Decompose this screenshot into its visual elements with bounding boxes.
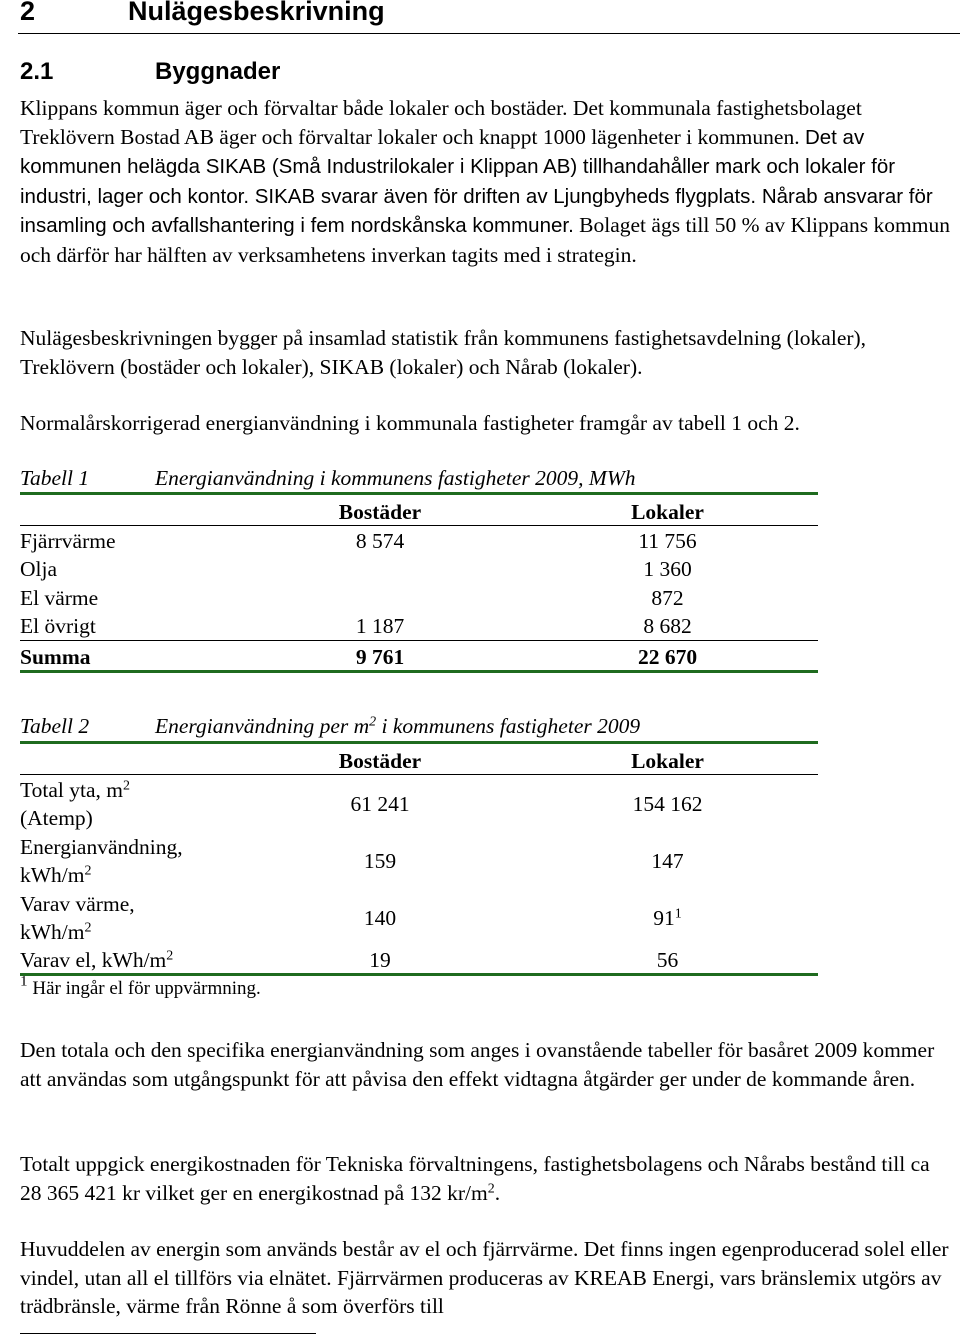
table1-row-label: El värme [20,586,99,610]
paragraph-part: Det av kommunen helägda SIKAB (Små Industrilokaler i Klippan AB) tillhandahåller mark och lokaler för industri, lager och kontor. SIKAB svarar även för driften av Ljungbyheds flygplats. Nårab ansvarar för insamling och avfallshantering i fem nordskånska kommuner. [20,125,933,237]
table1-cell: 8 574 [355,529,405,553]
row-label-text: Varav el, kWh/m [20,948,167,972]
table1-cell: 872 [651,586,684,610]
table2-row-label-2 [20,919,91,945]
table2-label: Tabell 2 [20,714,90,738]
table1-row-label: Olja [20,557,58,581]
chapter-title: Nulägesbeskrivning [128,0,385,26]
table1-cell: 1 187 [355,614,405,638]
table2-bottom-rule [20,973,818,976]
table2-cell: 56 [656,948,679,972]
table2-cell: 159 [363,849,397,873]
chapter-number: 2 [20,0,36,26]
paragraph-buildings [20,94,955,269]
row-label-sup: 2 [123,778,130,794]
table1-col-header: Bostäder [338,500,422,524]
table1-bottom-rule [20,670,818,673]
table1-cell: 1 360 [643,557,692,581]
table2-cell: 61 241 [350,792,410,816]
row-label-sup: 2 [84,920,92,936]
paragraph-statistics: Nulägesbeskrivningen bygger på insamlad statistik från kommunens fastighetsavdelning (lokaler), Treklövern (bostäder och lokaler), SIKAB (lokaler) och Nårab (lokaler). [20,326,867,379]
row-label-sup: 2 [84,863,92,879]
table1-label: Tabell 1 [20,466,90,490]
table1-cell: 8 682 [643,614,692,638]
table1-row-label: Fjärrvärme [20,529,116,553]
paragraph-energy-cost [20,1150,955,1207]
table2-cell: 147 [651,849,684,873]
table1-row-label: El övrigt [20,614,96,638]
table2-cell: 140 [363,906,397,930]
table2-row-label [20,947,173,973]
section-title: Byggnader [155,58,281,85]
table2-cell: 19 [369,948,391,972]
table1-caption [20,466,636,491]
paragraph-part: Klippans kommun äger och förvaltar både lokaler och bostäder. Det kommunala fastighetsbolaget Treklövern Bostad AB äger och förvaltar lokaler och knappt 1000 lägenheter i kommunen. [20,96,862,149]
table2-row-label: Varav värme, [20,892,135,916]
footnote-text: Här ingår el för uppvärmning. [27,978,261,999]
section-number: 2.1 [20,58,54,85]
paragraph-text: Totalt uppgick energikostnaden för Tekniska förvaltningens, fastighetsbolagens och Nårabs bestånd till ca 28 365 421 kr vilket ger en energikostnad på 132 kr/m [20,1152,930,1205]
table1-title: Energianvändning i kommunens fastigheter 2009, MWh [155,466,636,490]
table1-header-rule [20,525,818,526]
table2-title-rest: i kommunens fastigheter 2009 [376,714,641,738]
table2-row-label [20,777,130,803]
table2-title-sup: 2 [369,714,377,730]
table2-row-label-2 [20,862,91,888]
table1-total-cell: 9 761 [355,645,405,669]
paragraph-part: Bolaget ägs till 50 % av Klippans kommun och därför har hälften av verksamhetens inverkan tagits med i strategin. [20,213,950,267]
table1-total-cell: 22 670 [637,645,698,669]
footnote-mark: 1 [20,972,28,990]
footnote-separator [20,1333,316,1334]
table2-row-label-2: (Atemp) [20,806,93,830]
table2-col-header: Lokaler [631,749,704,773]
paragraph-baseline: Den totala och den specifika energianvändning som anges i ovanstående tabeller för basåret 2009 kommer att användas som utgångspunkt för att påvisa den effekt vidtagna åtgärder ger under de kommande åren. [20,1038,935,1091]
table2-cell: 154 162 [632,792,703,816]
heading-divider [18,33,960,34]
table2-top-rule [20,741,818,744]
table1-cell: 11 756 [638,529,697,553]
table1-total-label: Summa [20,645,91,669]
section-heading [20,58,280,86]
chapter-heading [20,0,385,27]
row-label-text: kWh/m [20,920,85,944]
unit-sup: 2 [487,1180,495,1196]
table2-header-rule [20,774,818,775]
table2-caption [20,714,640,739]
table1-total-rule [20,640,818,641]
row-label-text: Total yta, m [20,778,123,802]
table-footnote [20,972,261,1000]
table1-top-rule [20,492,818,495]
table2-cell [590,905,745,931]
paragraph-normal-year: Normalårskorrigerad energianvändning i kommunala fastigheter framgår av tabell 1 och 2. [20,411,800,435]
cell-value: 91 [653,906,675,930]
table2-col-header: Bostäder [338,749,422,773]
footnote-ref: 1 [674,906,682,922]
table2-row-label: Energianvändning, [20,835,183,859]
paragraph-energy-sources: Huvuddelen av energin som används består av el och fjärrvärme. Det finns ingen egenproducerad solel eller vindel, utan all el tillförs via elnätet. Fjärrvärmen produceras av KREAB Energi, vars bränslemix utgörs av trädbränsle, värme från Rönne å som överförs till [20,1237,949,1318]
table2-title: Energianvändning per m [155,714,370,738]
table1-col-header: Lokaler [631,500,704,524]
row-label-sup: 2 [166,948,174,964]
paragraph-end: . [494,1180,501,1205]
row-label-text: kWh/m [20,863,85,887]
